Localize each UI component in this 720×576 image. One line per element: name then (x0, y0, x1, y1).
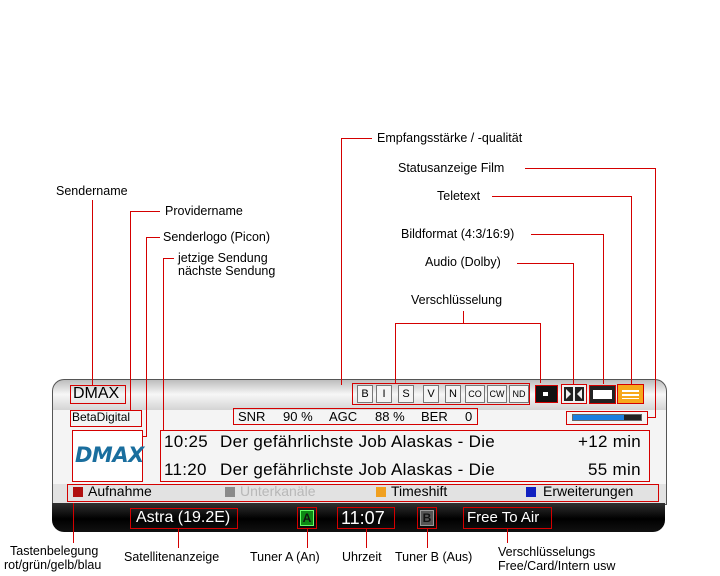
callout-line (146, 237, 160, 238)
ca-flag-cw: CW (487, 385, 507, 403)
annotation-tuner-b: Tuner B (Aus) (395, 550, 473, 564)
callout-line (366, 529, 367, 548)
ber-value: 0 (465, 409, 473, 424)
annotation-film-status: Statusanzeige Film (398, 161, 505, 175)
yellow-key-label[interactable]: Timeshift (391, 483, 448, 499)
callout-line (492, 196, 632, 197)
ca-flag-co: CO (465, 385, 485, 403)
next-duration: 55 min (588, 460, 641, 479)
annotation-logo: Senderlogo (Picon) (163, 230, 271, 244)
clock: 11:07 (341, 508, 385, 528)
callout-line (395, 323, 396, 383)
signal-strength-fill (573, 415, 624, 420)
green-key-icon (225, 487, 235, 497)
annotation-satellite: Satellitenanzeige (124, 550, 220, 564)
ca-flag-v: V (423, 385, 439, 403)
now-remaining: +12 min (578, 432, 642, 451)
annotation-enc-type-line2: Free/Card/Intern usw (498, 559, 616, 573)
callout-line (146, 237, 147, 437)
callout-line (143, 436, 147, 437)
channel-name: DMAX (73, 385, 120, 402)
encryption-type: Free To Air (467, 509, 540, 526)
callout-line (531, 234, 604, 235)
annotation-keys-line2: rot/grün/gelb/blau (4, 558, 102, 572)
callout-line (307, 529, 308, 548)
annotation-teletext: Teletext (437, 189, 481, 203)
annotation-sender-name: Sendername (56, 184, 128, 198)
callout-line (525, 168, 655, 169)
yellow-key-icon (376, 487, 386, 497)
annotation-provider-name: Providername (165, 204, 243, 218)
ca-flag-n: N (445, 385, 461, 403)
film-status-icon (617, 384, 644, 404)
callout-line (130, 211, 160, 212)
annotation-enc-type-line1: Verschlüsselungs (498, 545, 596, 559)
agc-value: 88 % (375, 409, 405, 424)
callout-line (341, 138, 342, 385)
annotation-keys-line1: Tastenbelegung (10, 544, 99, 558)
now-time: 10:25 (164, 432, 209, 451)
green-key-label[interactable]: Unterkanäle (240, 483, 316, 499)
snr-value: 90 % (283, 409, 313, 424)
callout-line (573, 263, 574, 384)
callout-line (648, 417, 656, 418)
annotation-tuner-a: Tuner A (An) (250, 550, 320, 564)
annotation-now-show: jetzige Sendung (178, 251, 268, 265)
widescreen-aspect-icon (589, 385, 616, 404)
channel-logo: DMAX (75, 443, 144, 467)
callout-line (603, 234, 604, 384)
callout-line (517, 263, 574, 264)
ca-flag-i: I (376, 385, 392, 403)
callout-line (427, 529, 428, 548)
annotation-aspect: Bildformat (4:3/16:9) (401, 227, 515, 241)
ca-flag-nd: ND (509, 385, 529, 403)
red-key-label[interactable]: Aufnahme (88, 483, 152, 499)
callout-line (395, 323, 541, 324)
red-key-icon (73, 487, 83, 497)
annotation-next-show: nächste Sendung (178, 264, 276, 278)
callout-line (507, 529, 508, 543)
tuner-a-indicator: A (300, 510, 314, 526)
callout-line (73, 503, 74, 543)
callout-line (130, 211, 131, 410)
callout-line (631, 196, 632, 384)
ca-flag-s: S (398, 385, 414, 403)
snr-label: SNR (238, 409, 266, 424)
callout-line (178, 529, 179, 548)
blue-key-label[interactable]: Erweiterungen (543, 483, 634, 499)
callout-line (163, 258, 174, 259)
callout-line (163, 258, 164, 430)
provider-name: BetaDigital (72, 410, 131, 424)
blue-key-icon (526, 487, 536, 497)
callout-line (92, 200, 93, 385)
callout-line (341, 138, 372, 139)
annotation-encryption: Verschlüsselung (411, 293, 503, 307)
annotation-audio: Audio (Dolby) (425, 255, 501, 269)
agc-label: AGC (329, 409, 358, 424)
callout-line (540, 323, 541, 383)
ca-flag-b: B (357, 385, 373, 403)
dolby-audio-icon (561, 384, 587, 404)
annotation-signal: Empfangsstärke / -qualität (377, 131, 523, 145)
tuner-b-indicator: B (420, 510, 434, 526)
next-time: 11:20 (164, 460, 207, 479)
next-title: Der gefährlichste Job Alaskas - Die (220, 460, 496, 479)
signal-strength-bar (572, 414, 642, 421)
now-title: Der gefährlichste Job Alaskas - Die (220, 432, 496, 451)
satellite-name: Astra (19.2E) (136, 509, 231, 526)
annotation-clock: Uhrzeit (342, 550, 382, 564)
teletext-icon (535, 385, 558, 403)
ber-label: BER (421, 409, 448, 424)
callout-line (655, 168, 656, 417)
